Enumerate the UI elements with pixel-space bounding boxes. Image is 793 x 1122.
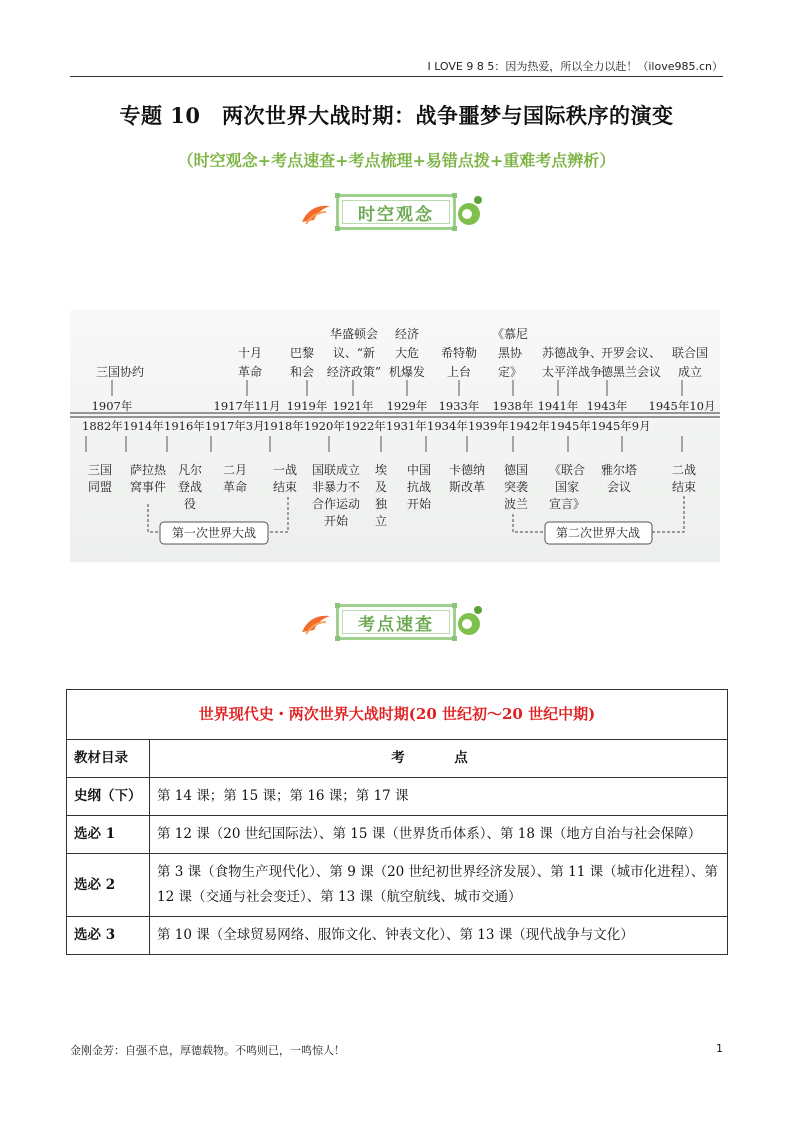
top-event-label: 黑协 (497, 346, 523, 360)
bottom-event-label: 波兰 (503, 497, 529, 511)
table-row (67, 778, 728, 816)
top-event-label: 成立 (677, 365, 703, 379)
top-event-label: 机爆发 (388, 365, 426, 379)
top-event-label: 定》 (497, 365, 523, 379)
bottom-event-label: 合作运动 (311, 497, 361, 511)
bottom-event-label: 斯改革 (448, 480, 486, 494)
bottom-event-label: 登战 (177, 480, 203, 494)
top-year-label: 1929年 (386, 399, 428, 413)
page-subtitle: （时空观念+考点速查+考点梳理+易错点拨+重难考点辨析） (177, 151, 616, 170)
top-year-label: 1933年 (438, 399, 480, 413)
bottom-event-label: 中国 (406, 463, 432, 477)
top-event-label: 希特勒 (440, 346, 478, 360)
bottom-event-label: 《联合 (548, 463, 586, 477)
bottom-year-label: 1931年 (386, 419, 427, 433)
bottom-event-label: 非暴力不 (311, 480, 361, 494)
table-head-label: 教材目录 (67, 740, 150, 778)
top-year-label: 1921年 (332, 399, 374, 413)
page-header: I LOVE 9 8 5：因为热爱，所以全力以赴！（ilove985.cn） (427, 60, 723, 73)
kaodian-table (66, 689, 728, 955)
top-year-label: 1941年 (537, 399, 579, 413)
bottom-event-label: 同盟 (87, 480, 113, 494)
bottom-event-label: 及 (374, 480, 388, 494)
top-event-label: 上台 (446, 365, 472, 379)
badge-kaodian (300, 598, 500, 648)
page-title: 专题 10 两次世界大战时期：战争噩梦与国际秩序的演变 (119, 103, 674, 128)
top-event-label: 《慕尼 (491, 327, 529, 341)
badge-label-box (336, 194, 456, 230)
timeline-diagram (70, 310, 720, 562)
top-event-label: 十月 (237, 346, 263, 360)
bottom-year-label: 1934年 (427, 419, 468, 433)
bottom-event-label: 抗战 (406, 480, 432, 494)
bottom-event-label: 结束 (272, 480, 298, 494)
top-event-label: 联合国 (671, 346, 709, 360)
ww2-label: 第二次世界大战 (555, 526, 641, 540)
page-number: 1 (716, 1042, 723, 1055)
bottom-event-label: 二战 (671, 463, 697, 477)
bottom-year-label: 1942年 (509, 419, 550, 433)
top-event-label: 革命 (237, 365, 263, 379)
bottom-year-label: 1920年 (304, 419, 345, 433)
row-value: 第 10 课（全球贸易网络、服饰文化、钟表文化）、第 13 课（现代战争与文化） (150, 917, 728, 955)
top-year-label: 1919年 (286, 399, 328, 413)
top-event-label: 经济 (394, 327, 420, 341)
row-value: 第 12 课（20 世纪国际法）、第 15 课（世界货币体系）、第 18 课（地方自治与社会保障） (150, 816, 728, 854)
badge-shikong-label: 时空观念 (358, 204, 434, 225)
row-label: 选必 3 (67, 917, 150, 955)
bottom-event-label: 国联成立 (311, 463, 361, 477)
top-year-label: 1917年11月 (213, 399, 281, 413)
bottom-event-label: 结束 (671, 480, 697, 494)
ball-icon (456, 604, 486, 640)
table-head-value: 考 点 (150, 740, 728, 778)
top-event-label: 苏德战争、 (541, 346, 603, 360)
bottom-year-label: 1916年 (164, 419, 205, 433)
bottom-event-label: 德国 (503, 463, 529, 477)
bottom-event-label: 埃 (374, 463, 388, 477)
top-year-label: 1938年 (492, 399, 534, 413)
bottom-event-label: 三国 (87, 463, 113, 477)
table-title: 世界现代史・两次世界大战时期(20 世纪初～20 世纪中期) (67, 690, 728, 740)
bottom-year-label: 1939年 (468, 419, 509, 433)
bottom-year-label: 1945年9月 (591, 419, 651, 433)
bottom-event-label: 突袭 (503, 480, 529, 494)
top-event-label: 德黑兰会议 (600, 365, 662, 379)
ww1-label: 第一次世界大战 (171, 526, 257, 540)
ball-icon (456, 194, 486, 230)
bottom-year-label: 1914年 (123, 419, 164, 433)
bottom-event-label: 革命 (222, 480, 248, 494)
swoosh-icon (300, 610, 334, 636)
bottom-event-label: 凡尔 (177, 463, 203, 477)
bottom-year-label: 1918年 (263, 419, 304, 433)
row-label: 史纲（下） (67, 778, 150, 816)
top-year-label: 1907年 (91, 399, 133, 413)
top-event-label: 大危 (394, 346, 420, 360)
bottom-event-label: 开始 (406, 497, 432, 511)
badge-shikong (300, 188, 500, 238)
header-rule (70, 76, 723, 77)
top-event-label: 巴黎 (289, 346, 315, 360)
row-label: 选必 1 (67, 816, 150, 854)
bottom-event-label: 独 (374, 497, 388, 511)
bottom-year-label: 1945年 (550, 419, 591, 433)
bottom-year-label: 1922年 (345, 419, 386, 433)
bottom-event-label: 宣言》 (548, 497, 586, 511)
page-footer: 金刚金芳：自强不息，厚德载物。不鸣则已，一鸣惊人！ (70, 1044, 345, 1057)
top-event-label: 议、“新 (332, 346, 376, 360)
bottom-event-label: 开始 (323, 514, 349, 528)
row-value: 第 3 课（食物生产现代化）、第 9 课（20 世纪初世界经济发展）、第 11 课（城市化进程）、第 12 课（交通与社会变迁）、第 13 课（航空航线、城市交通） (150, 854, 728, 917)
table-row (67, 917, 728, 955)
top-event-label: 华盛顿会 (329, 327, 379, 341)
bottom-event-label: 窝事件 (129, 480, 167, 494)
bottom-event-label: 国家 (554, 480, 580, 494)
bottom-event-label: 役 (183, 497, 197, 511)
top-event-label: 太平洋战争 (541, 365, 603, 379)
swoosh-icon (300, 200, 334, 226)
bottom-event-label: 卡德纳 (448, 463, 486, 477)
table-row (67, 854, 728, 917)
row-label: 选必 2 (67, 854, 150, 917)
bottom-event-label: 雅尔塔 (600, 463, 638, 477)
top-event-label: 开罗会议、 (600, 346, 662, 360)
badge-kaodian-label: 考点速查 (358, 614, 434, 635)
table-row (67, 816, 728, 854)
bottom-year-label: 1882年 (82, 419, 123, 433)
top-event-label: 经济政策” (326, 365, 382, 379)
row-value: 第 14 课；第 15 课；第 16 课；第 17 课 (150, 778, 728, 816)
top-year-label: 1943年 (586, 399, 628, 413)
bottom-event-label: 萨拉热 (129, 463, 167, 477)
badge-label-box (336, 604, 456, 640)
bottom-event-label: 二月 (222, 463, 248, 477)
top-event-label: 三国协约 (95, 365, 145, 379)
top-year-label: 1945年10月 (648, 399, 716, 413)
bottom-event-label: 一战 (272, 463, 298, 477)
bottom-event-label: 立 (374, 514, 388, 528)
bottom-event-label: 会议 (606, 480, 632, 494)
top-event-label: 和会 (289, 365, 315, 379)
bottom-year-label: 1917年3月 (205, 419, 265, 433)
